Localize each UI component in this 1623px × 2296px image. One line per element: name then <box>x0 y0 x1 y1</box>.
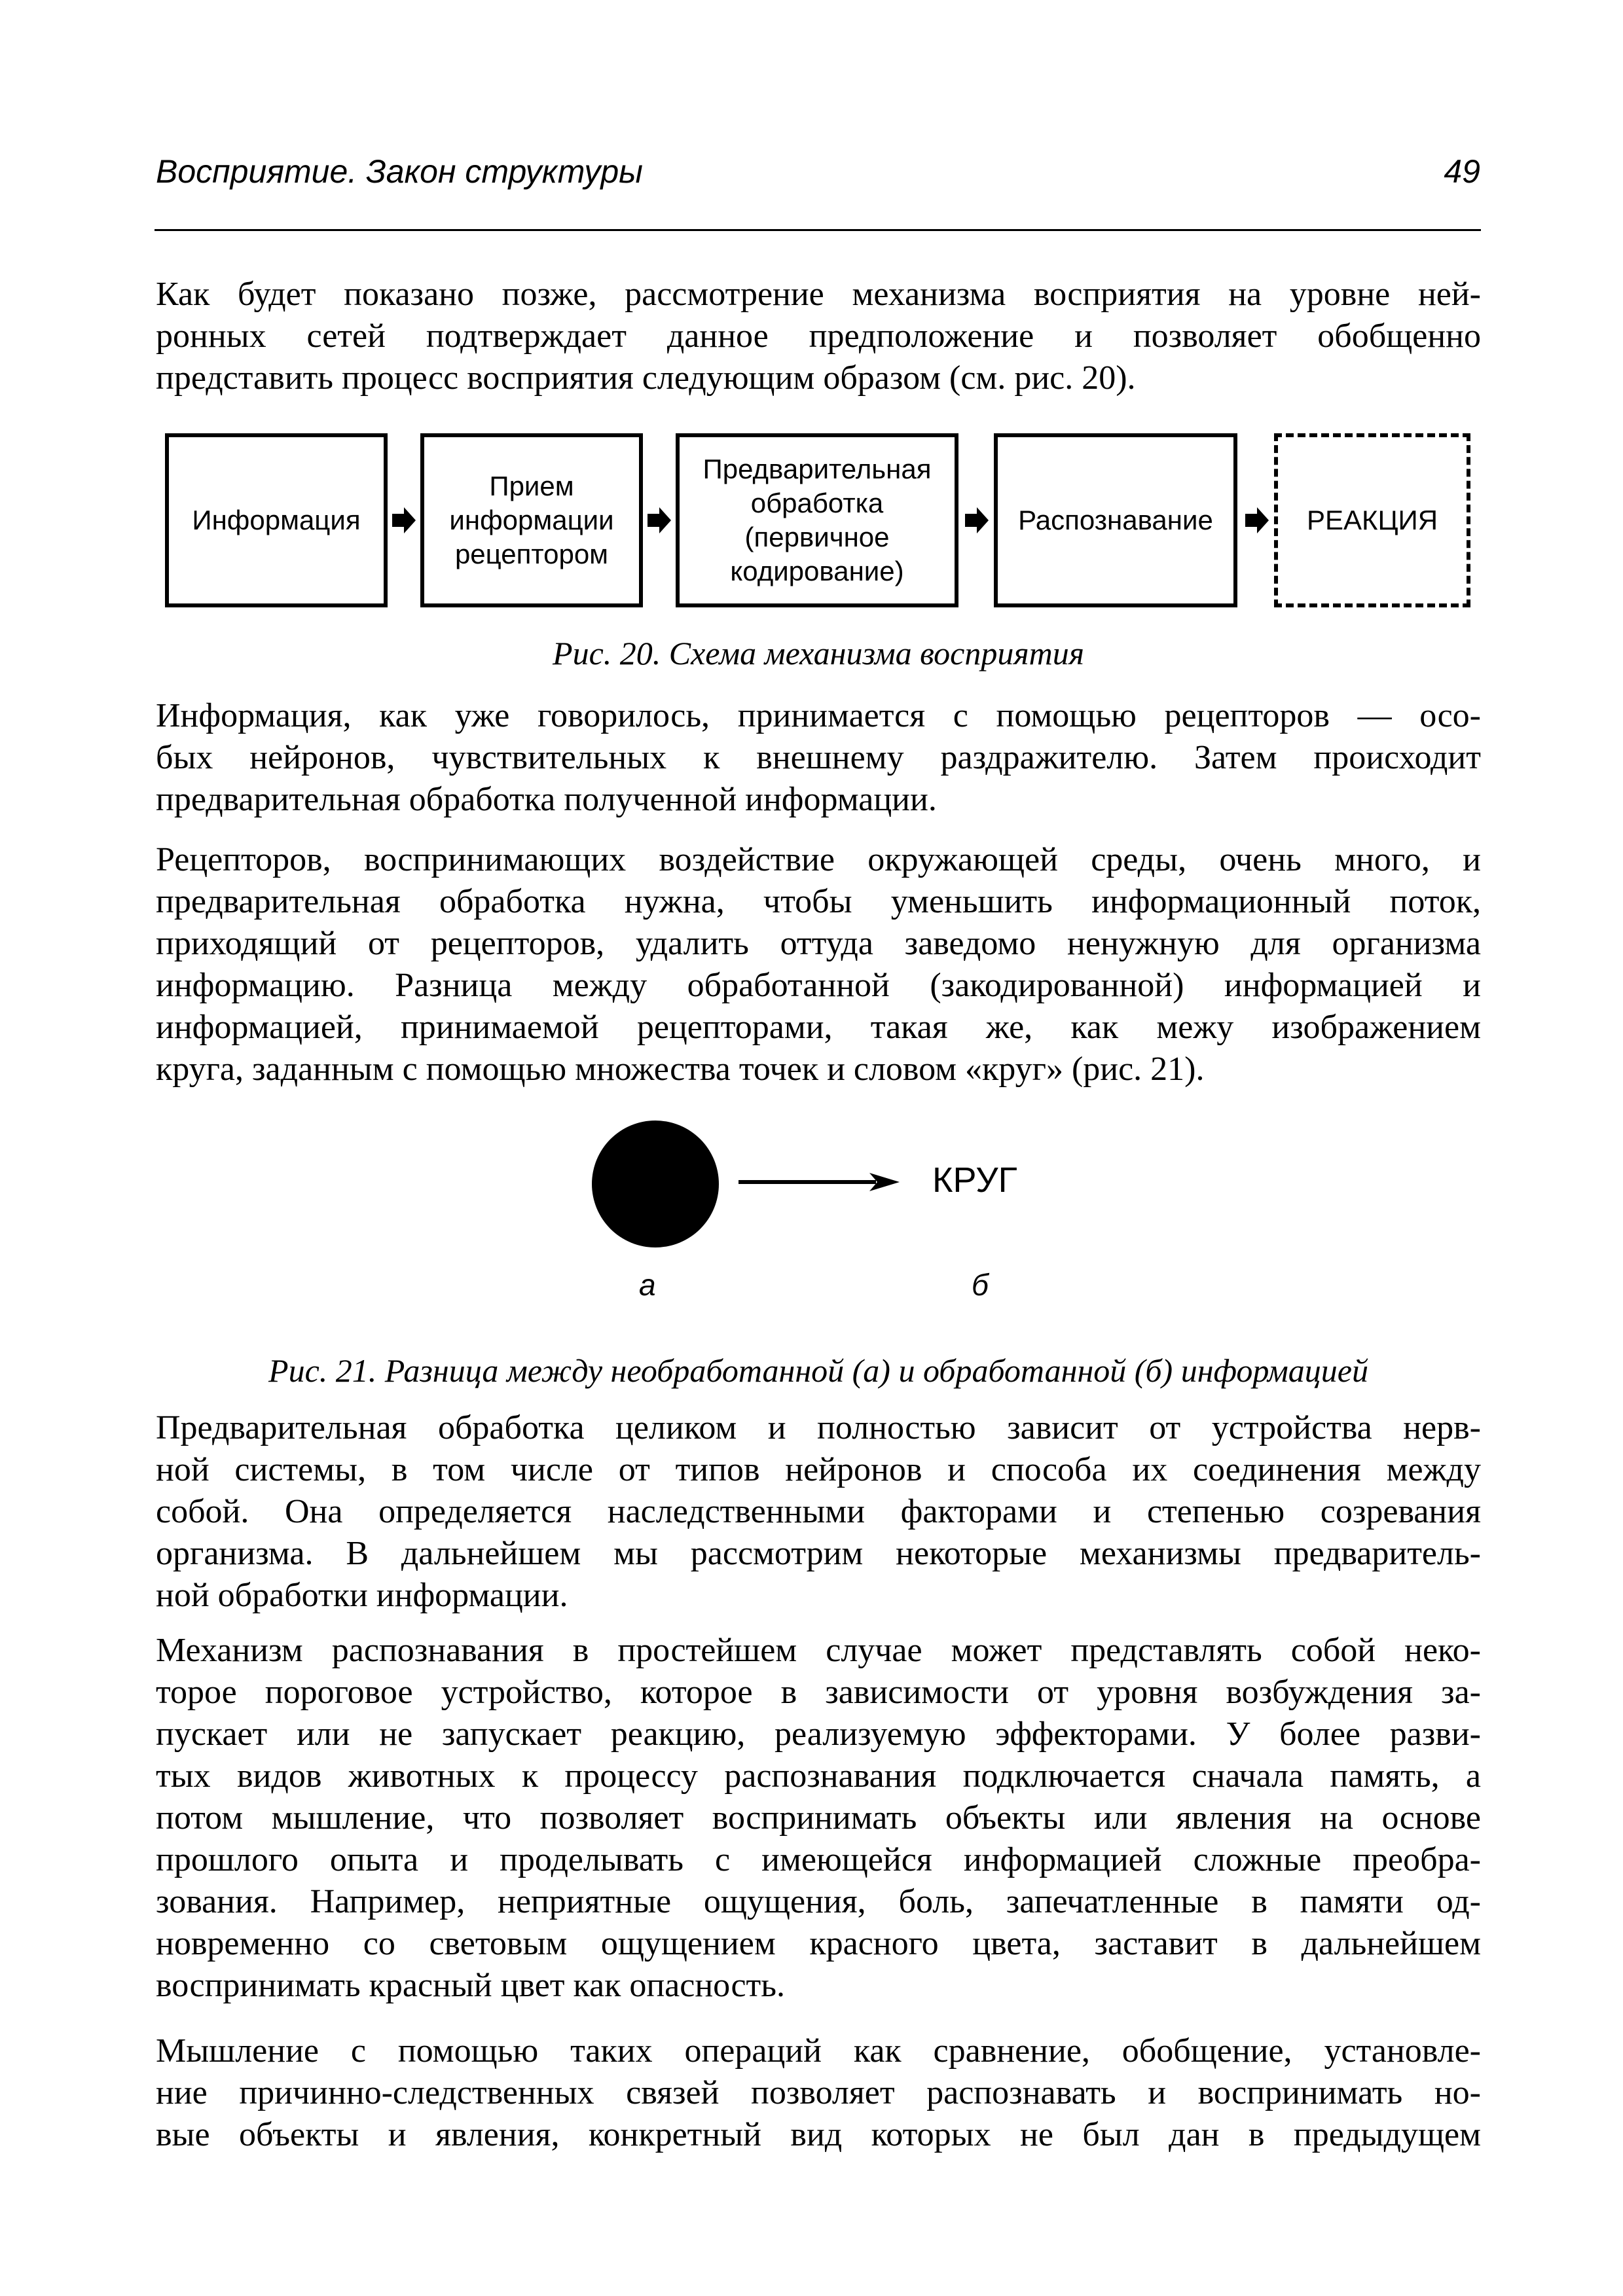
text-line: ние причинно-следственных связей позволяет распознавать и воспринимать но- <box>156 2074 1481 2111</box>
figure-21-caption: Рис. 21. Разница между необработанной (а) и обработанной (б) информацией <box>268 1352 1368 1389</box>
page-number: 49 <box>1444 153 1480 190</box>
box-preprocessing: Предварительная обработка (первичное кодирование) <box>676 433 958 607</box>
box-reaction: РЕАКЦИЯ <box>1274 433 1470 607</box>
text-line: Предварительная обработка целиком и полностью зависит от устройства нерв- <box>156 1409 1481 1446</box>
box-information: Информация <box>165 433 388 607</box>
right-arrow-icon <box>964 506 990 535</box>
paragraph-3 <box>156 839 1481 1090</box>
running-header-title: Восприятие. Закон структуры <box>156 153 643 190</box>
paragraph-5 <box>156 1630 1481 2007</box>
right-arrow-icon <box>1244 506 1270 535</box>
text-line: воспринимать красный цвет как опасность. <box>156 1967 785 2004</box>
paragraph-2 <box>156 695 1481 821</box>
right-arrow-icon <box>391 506 417 535</box>
text-line: бых нейронов, чувствительных к внешнему раздражителю. Затем происходит <box>156 739 1481 776</box>
text-line: ной системы, в том числе от типов нейронов и способа их соединения между <box>156 1451 1481 1488</box>
text-line: ной обработки информации. <box>156 1577 568 1614</box>
text-line: новременно со световым ощущением красного цвета, заставит в дальнейшем <box>156 1925 1481 1962</box>
text-line: информацию. Разница между обработанной (закодированной) информацией и <box>156 967 1481 1004</box>
text-line: представить процесс восприятия следующим образом (см. рис. 20). <box>156 359 1136 397</box>
text-line: пускает или не запускает реакцию, реализуемую эффекторами. У более разви- <box>156 1715 1481 1753</box>
text-line: Мышление с помощью таких операций как сравнение, обобщение, установле- <box>156 2032 1481 2070</box>
text-line: Как будет показано позже, рассмотрение механизма восприятия на уровне ней- <box>156 276 1481 313</box>
text-line: Рецепторов, воспринимающих воздействие окружающей среды, очень много, и <box>156 841 1481 878</box>
text-line: вые объекты и явления, конкретный вид которых не был дан в предыдущем <box>156 2116 1481 2153</box>
text-line: собой. Она определяется наследственными факторами и степенью созревания <box>156 1493 1481 1530</box>
text-line: потом мышление, что позволяет воспринимать объекты или явления на основе <box>156 1799 1481 1837</box>
right-arrow-icon <box>646 506 672 535</box>
text-line: прошлого опыта и проделывать с имеющейся информацией сложные преобра- <box>156 1841 1481 1878</box>
text-line: предварительная обработка полученной информации. <box>156 781 937 818</box>
text-line: Информация, как уже говорилось, принимается с помощью рецепторов — осо- <box>156 697 1481 734</box>
label-a: а <box>639 1268 656 1302</box>
figure-20-caption: Рис. 20. Схема механизма восприятия <box>553 635 1084 672</box>
text-line: организма. В дальнейшем мы рассмотрим некоторые механизмы предваритель- <box>156 1535 1481 1572</box>
box-reception: Прием информации рецептором <box>420 433 643 607</box>
text-line: приходящий от рецепторов, удалить оттуда заведомо ненужную для организма <box>156 925 1481 962</box>
text-line: Механизм распознавания в простейшем случае может представлять собой неко- <box>156 1632 1481 1669</box>
text-line: тых видов животных к процессу распознавания подключается сначала память, а <box>156 1757 1481 1795</box>
label-b: б <box>972 1268 989 1302</box>
text-line: информацией, принимаемой рецепторами, такая же, как межу изображением <box>156 1009 1481 1046</box>
text-line: торое пороговое устройство, которое в зависимости от уровня возбуждения за- <box>156 1674 1481 1711</box>
filled-circle <box>592 1121 719 1247</box>
text-line: ронных сетей подтверждает данное предположение и позволяет обобщенно <box>156 317 1481 355</box>
text-line: зования. Например, неприятные ощущения, боль, запечатленные в памяти од- <box>156 1883 1481 1920</box>
text-line: круга, заданным с помощью множества точек и словом «круг» (рис. 21). <box>156 1050 1205 1088</box>
right-arrow-icon <box>739 1169 902 1195</box>
paragraph-4 <box>156 1407 1481 1617</box>
paragraph-6 <box>156 2030 1481 2156</box>
figure-20-diagram <box>0 0 1623 655</box>
text-line: предварительная обработка нужна, чтобы уменьшить информационный поток, <box>156 883 1481 920</box>
box-recognition: Распознавание <box>994 433 1237 607</box>
word-label: КРУГ <box>932 1160 1017 1200</box>
